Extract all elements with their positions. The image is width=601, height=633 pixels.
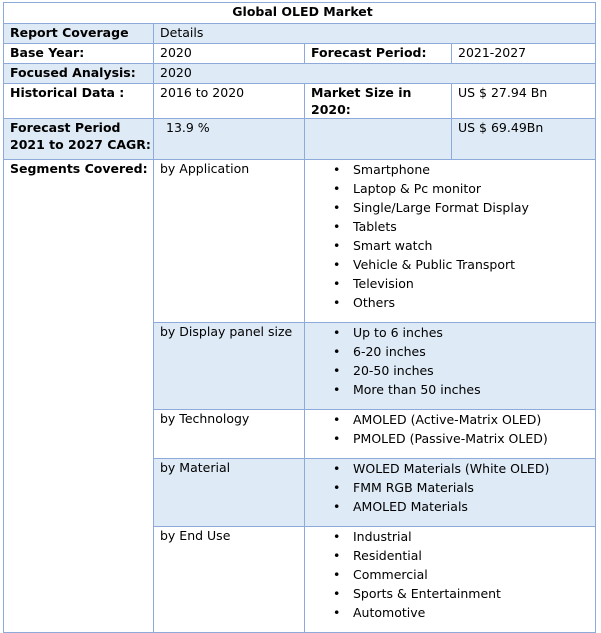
cagr-empty-cell — [305, 119, 452, 160]
segment-list — [311, 410, 595, 448]
table-row — [4, 64, 596, 84]
segment-list — [311, 323, 595, 399]
list-item: • Automotive — [311, 603, 595, 622]
table-row — [4, 44, 596, 64]
segment-items — [305, 323, 596, 410]
list-item: • AMOLED (Active-Matrix OLED) — [311, 410, 595, 429]
historical-data-value: 2016 to 2020 — [154, 84, 305, 119]
list-item: • Residential — [311, 546, 595, 565]
base-year-value: 2020 — [154, 44, 305, 64]
focused-analysis-value: 2020 — [154, 64, 596, 84]
segment-name: by Material — [154, 459, 305, 527]
list-item: • FMM RGB Materials — [311, 478, 595, 497]
cagr-label: Forecast Period 2021 to 2027 CAGR: — [4, 119, 154, 160]
table-row — [4, 119, 596, 160]
list-item: • Vehicle & Public Transport — [311, 255, 595, 274]
list-item: • Single/Large Format Display — [311, 198, 595, 217]
segment-list — [311, 459, 595, 516]
list-item: • More than 50 inches — [311, 380, 595, 399]
list-item: • Television — [311, 274, 595, 293]
table-row — [4, 24, 596, 44]
cagr-value: 13.9 % — [154, 119, 305, 160]
list-item: • Others — [311, 293, 595, 312]
list-item: • Sports & Entertainment — [311, 584, 595, 603]
list-item: • Industrial — [311, 527, 595, 546]
segment-items — [305, 160, 596, 323]
report-coverage-value: Details — [154, 24, 596, 44]
list-item: • WOLED Materials (White OLED) — [311, 459, 595, 478]
list-item: • Smartphone — [311, 160, 595, 179]
forecast-market-size-value: US $ 69.49Bn — [452, 119, 596, 160]
historical-data-label: Historical Data : — [4, 84, 154, 119]
list-item: • PMOLED (Passive-Matrix OLED) — [311, 429, 595, 448]
table-row — [4, 84, 596, 119]
segment-row — [4, 160, 596, 323]
base-year-label: Base Year: — [4, 44, 154, 64]
segment-list — [311, 527, 595, 622]
report-coverage-label: Report Coverage — [4, 24, 154, 44]
list-item: • Smart watch — [311, 236, 595, 255]
list-item: • Tablets — [311, 217, 595, 236]
segment-items — [305, 459, 596, 527]
segment-items — [305, 410, 596, 459]
segment-name: by Display panel size — [154, 323, 305, 410]
table-title: Global OLED Market — [4, 3, 596, 24]
list-item: • Up to 6 inches — [311, 323, 595, 342]
segment-name: by Technology — [154, 410, 305, 459]
forecast-period-label: Forecast Period: — [305, 44, 452, 64]
forecast-period-value: 2021-2027 — [452, 44, 596, 64]
market-size-value: US $ 27.94 Bn — [452, 84, 596, 119]
list-item: • 20-50 inches — [311, 361, 595, 380]
segment-name: by Application — [154, 160, 305, 323]
focused-analysis-label: Focused Analysis: — [4, 64, 154, 84]
list-item: • Laptop & Pc monitor — [311, 179, 595, 198]
list-item: • Commercial — [311, 565, 595, 584]
market-size-label: Market Size in 2020: — [305, 84, 452, 119]
segments-covered-label: Segments Covered: — [4, 160, 154, 633]
segment-name: by End Use — [154, 527, 305, 633]
list-item: • 6-20 inches — [311, 342, 595, 361]
market-report-table — [3, 2, 596, 633]
segment-list — [311, 160, 595, 312]
list-item: • AMOLED Materials — [311, 497, 595, 516]
